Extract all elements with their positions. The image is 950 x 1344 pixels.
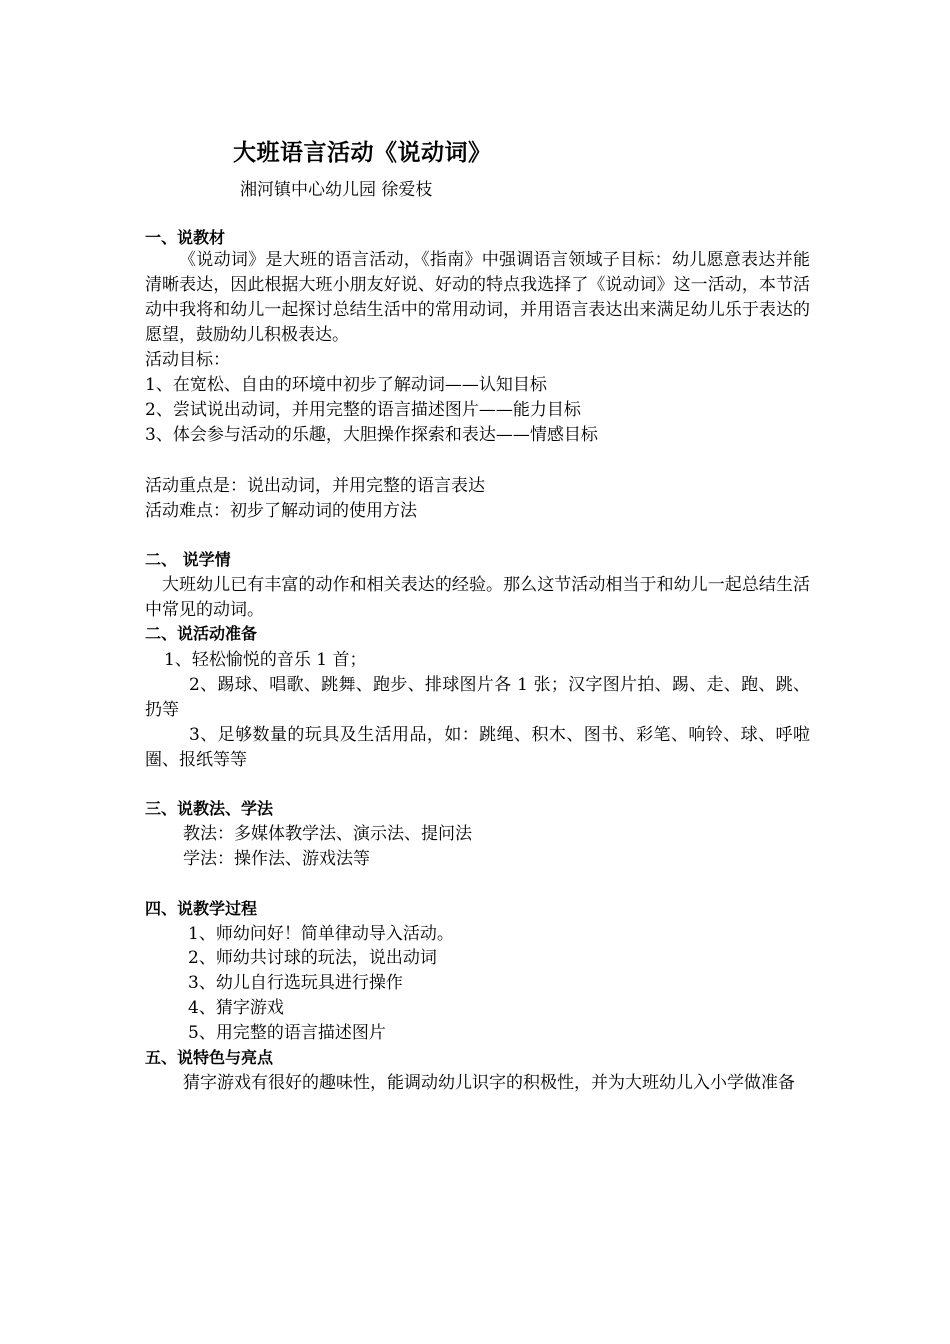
section-heading-highlights: 五、说特色与亮点 (145, 1048, 274, 1067)
section-heading-preparation: 二、说活动准备 (145, 624, 258, 643)
section-heading-process: 四、说教学过程 (145, 899, 258, 918)
preparation-item: 2、踢球、唱歌、跳舞、跑步、排球图片各 1 张；汉字图片拍、踢、走、跑、跳、扔等 (145, 675, 810, 720)
section-heading-methods: 三、说教法、学法 (145, 799, 274, 818)
preparation-item: 1、轻松愉悦的音乐 1 首； (164, 650, 367, 670)
goal-item: 3、体会参与活动的乐趣，大胆操作探索和表达——情感目标 (145, 425, 598, 445)
materials-intro: 《说动词》是大班的语言活动，《指南》中强调语言领域子目标：幼儿愿意表达并能清晰表达，因此根据大班小朋友好说、好动的特点我选择了《说动词》这一活动，本节活动中我将和幼儿一起探讨总结生活中的常用动词，并用语言表达出来满足幼儿乐于表达的愿望，鼓励幼儿积极表达。 (145, 250, 810, 345)
goal-item: 2、尝试说出动词，并用完整的语言描述图片——能力目标 (145, 400, 581, 420)
learners-text: 大班幼儿已有丰富的动作和相关表达的经验。那么这节活动相当于和幼儿一起总结生活中常见的动词。 (145, 575, 810, 620)
highlights-text: 猜字游戏有很好的趣味性，能调动幼儿识字的积极性，并为大班幼儿入小学做准备 (183, 1073, 795, 1093)
process-step: 2、师幼共讨球的玩法，说出动词 (188, 948, 437, 968)
process-step: 1、师幼问好！简单律动导入活动。 (188, 924, 454, 944)
document-author: 湘河镇中心幼儿园 徐爱枝 (240, 180, 433, 200)
document-title: 大班语言活动《说动词》 (233, 140, 492, 166)
process-step: 3、幼儿自行选玩具进行操作 (188, 973, 403, 993)
preparation-item: 3、足够数量的玩具及生活用品，如：跳绳、积木、图书、彩笔、响铃、球、呼啦圈、报纸等等 (145, 725, 810, 770)
goal-item: 1、在宽松、自由的环境中初步了解动词——认知目标 (145, 375, 547, 395)
section-heading-learners: 二、 说学情 (145, 550, 231, 569)
teaching-method: 教法：多媒体教学法、演示法、提问法 (183, 824, 472, 844)
learning-method: 学法：操作法、游戏法等 (183, 849, 370, 869)
process-step: 4、猜字游戏 (188, 998, 284, 1018)
focus-text: 活动重点是：说出动词，并用完整的语言表达 (145, 476, 485, 496)
process-step: 5、用完整的语言描述图片 (188, 1023, 386, 1043)
section-heading-materials: 一、说教材 (145, 228, 226, 247)
goals-label: 活动目标： (145, 350, 230, 370)
difficulty-text: 活动难点：初步了解动词的使用方法 (145, 501, 417, 521)
